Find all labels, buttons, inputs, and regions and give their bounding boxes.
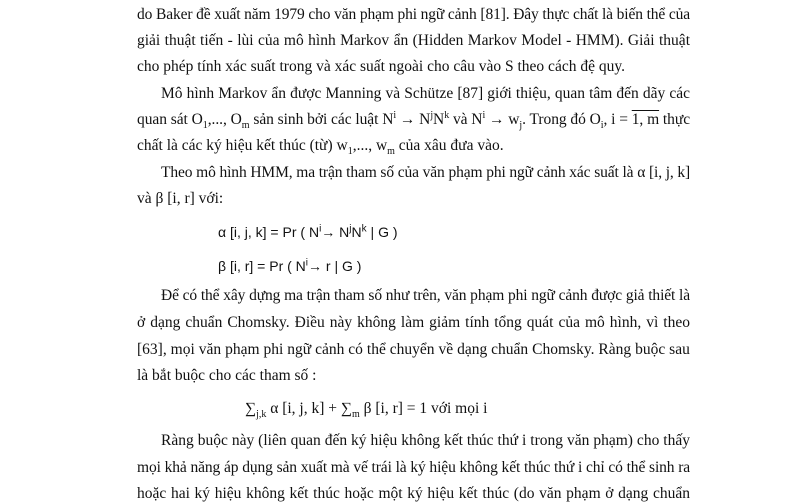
formula-line [218, 256, 361, 276]
sup-script: j [430, 109, 434, 121]
text-segment: ở dạng chuẩn Chomsky. Điều này không làm giảm tính tổng quát của mô hình, vì theo [137, 314, 690, 331]
sub-script: m [387, 146, 395, 158]
text-segment: ,..., O [207, 111, 242, 128]
text-segment: Mô hình Markov ẩn được Manning và Schütze [87] giới thiệu, quan tâm đến dãy các [161, 85, 690, 102]
text-segment: → N [321, 224, 350, 240]
sub-script: m [241, 120, 250, 132]
text-segment: Theo mô hình HMM, ma trận tham số của văn phạm phi ngữ cảnh xác suất là α [i, j, k] [161, 164, 691, 181]
text-line [137, 286, 690, 306]
sub-script: 1 [202, 120, 208, 132]
sub-script: j,k [256, 409, 267, 421]
sup-script: i [393, 109, 397, 121]
text-segment: Để có thể xây dựng ma trận tham số như trên, văn phạm phi ngữ cảnh được giả thiết là [161, 287, 691, 304]
sub-script: i [600, 120, 604, 132]
sub-script: j [519, 120, 523, 132]
text-segment: mọi khả năng áp dụng sản xuất mà vế trái là ký hiệu không kết thúc thứ i chỉ có thể sinh ra [137, 459, 691, 476]
text-segment: hoặc hai ký hiệu không kết thúc hoặc một ký hiệu kết thúc (do văn phạm ở dạng chuẩn [137, 485, 690, 502]
text-segment: chất là các ký hiệu kết thúc (từ) w [137, 137, 348, 154]
sup-script: k [444, 109, 450, 121]
text-segment: quan sát O [137, 111, 203, 128]
text-segment: N [351, 224, 362, 240]
sup-script: k [361, 223, 367, 235]
over-script: 1, m [631, 111, 660, 128]
text-line [137, 313, 690, 333]
sup-script: j [349, 223, 352, 235]
text-segment: → r | G ) [308, 258, 362, 274]
text-line [137, 110, 690, 130]
text-line [137, 458, 690, 478]
text-segment: của xâu đưa vào. [394, 137, 504, 154]
formula-line [218, 222, 398, 242]
text-line [137, 5, 690, 25]
text-segment: ∑ [245, 400, 257, 417]
text-segment: α [i, j, k] + ∑ [266, 400, 352, 417]
text-line [137, 484, 690, 504]
text-segment: và β [i, r] với: [137, 190, 224, 207]
text-segment: giải thuật tiến - lùi của mô hình Markov ẩn (Hidden Markov Model - HMM). Giải thuật [137, 32, 690, 49]
text-segment: . Trong đó O [522, 111, 601, 128]
text-line [137, 431, 690, 451]
text-line [137, 340, 690, 360]
sup-script: i [319, 223, 322, 235]
formula-line [245, 399, 487, 419]
text-segment: sản sinh bởi các luật N [249, 111, 394, 128]
sub-script: 1 [347, 146, 353, 158]
text-line [137, 189, 223, 209]
text-segment: α [i, j, k] = Pr ( N [218, 224, 320, 240]
text-line [137, 57, 625, 77]
text-segment: [63], mọi văn phạm phi ngữ cảnh có thể chuyển về dạng chuẩn Chomsky. Ràng buộc sau [137, 341, 690, 358]
text-line [137, 163, 690, 183]
text-segment: | G ) [366, 224, 398, 240]
sup-script: i [305, 257, 309, 269]
text-segment: → w [485, 111, 520, 128]
text-segment: thực [659, 111, 691, 128]
text-segment: ,..., w [352, 137, 388, 154]
text-line [137, 136, 504, 156]
text-segment: β [i, r] = 1 với mọi i [359, 400, 488, 417]
text-line [137, 31, 690, 51]
sup-script: i [482, 109, 486, 121]
text-line [137, 366, 316, 386]
text-segment: do Baker đề xuất năm 1979 cho văn phạm phi ngữ cảnh [81]. Đây thực chất là biến thể của [137, 6, 690, 23]
sub-script: m [351, 409, 360, 421]
text-line [137, 84, 690, 104]
text-segment: cho phép tính xác suất trong và xác suất ngoài cho câu vào S theo cách đệ quy. [137, 58, 625, 75]
text-segment: , i = [603, 111, 632, 128]
text-segment: N [433, 111, 445, 128]
text-segment: β [i, r] = Pr ( N [218, 258, 306, 274]
text-segment: → N [396, 111, 431, 128]
text-segment: Ràng buộc này (liên quan đến ký hiệu không kết thúc thứ i trong văn phạm) cho thấy [161, 432, 690, 449]
text-segment: là bắt buộc cho các tham số : [137, 367, 317, 384]
text-segment: và N [449, 111, 483, 128]
